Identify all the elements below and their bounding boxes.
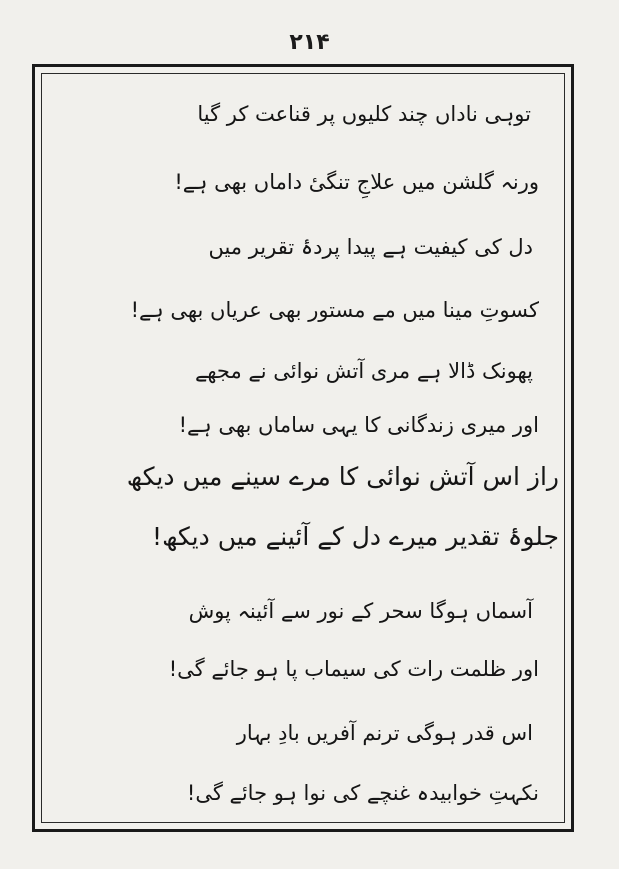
poem-verse-4: کسوتِ مینا میں مے مستور بھی عریاں بھی ہے!: [130, 298, 539, 322]
page-number: ۲۱۴: [289, 30, 330, 55]
poem-verse-8: جلوۂ تقدیر میرے دل کے آئینے میں دیکھ!: [152, 522, 559, 551]
poem-verse-2: ورنہ گلشن میں علاجِ تنگیٔ داماں بھی ہے!: [174, 170, 539, 194]
poem-verse-9: آسماں ہوگا سحر کے نور سے آئینہ پوش: [188, 599, 533, 623]
poem-verse-12: نکہتِ خوابیدہ غنچے کی نوا ہو جائے گی!: [186, 781, 539, 805]
poem-verse-10: اور ظلمت رات کی سیماب پا ہو جائے گی!: [168, 657, 539, 681]
poem-verse-3: دل کی کیفیت ہے پیدا پردۂ تقریر میں: [208, 235, 533, 259]
poem-verse-7: راز اس آتش نوائی کا مرے سینے میں دیکھ: [126, 462, 559, 491]
poem-verse-1: توہی ناداں چند کلیوں پر قناعت کر گیا: [197, 102, 531, 126]
poem-verse-11: اس قدر ہوگی ترنم آفریں بادِ بہار: [236, 721, 533, 745]
poem-verse-6: اور میری زندگانی کا یہی ساماں بھی ہے!: [178, 413, 539, 437]
poem-verse-5: پھونک ڈالا ہے مری آتش نوائی نے مجھے: [194, 359, 533, 383]
